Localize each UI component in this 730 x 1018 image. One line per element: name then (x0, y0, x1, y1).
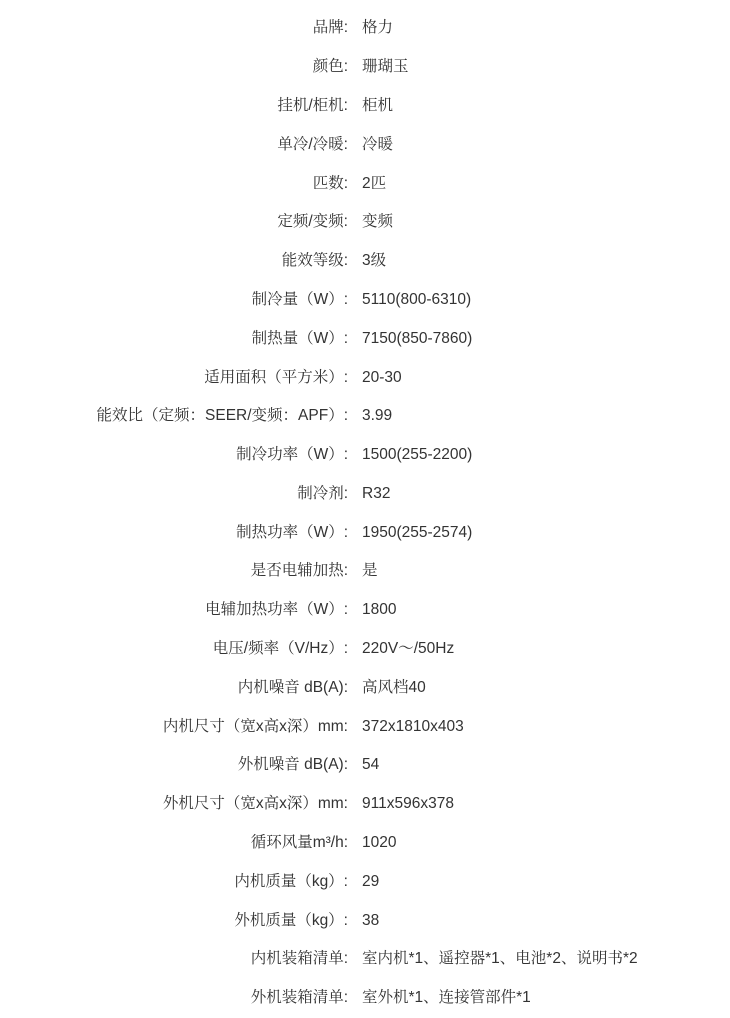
spec-value: 珊瑚玉 (362, 58, 409, 76)
specification-table-body (0, 9, 730, 1018)
spec-value: 柜机 (362, 96, 394, 114)
spec-label: 制热量（W）: (251, 329, 348, 347)
spec-value: 冷暖 (362, 135, 394, 153)
spec-value: 高风档40 (362, 678, 426, 696)
spec-value: 220V～/50Hz (362, 640, 455, 658)
spec-value: 38 (362, 911, 380, 929)
table-row (0, 164, 730, 203)
spec-value: 1500(255-2200) (362, 446, 473, 464)
table-row (0, 707, 730, 746)
table-row (0, 87, 730, 126)
spec-label: 制冷剂: (297, 484, 348, 502)
spec-label: 内机噪音 dB(A): (237, 678, 348, 696)
table-row (0, 591, 730, 630)
table-row (0, 863, 730, 902)
table-row (0, 746, 730, 785)
table-row (0, 281, 730, 320)
spec-label: 循环风量m³/h: (250, 834, 348, 852)
spec-label: 适用面积（平方米）: (204, 368, 348, 386)
spec-label: 能效比（定频：SEER/变频：APF）: (96, 407, 348, 425)
table-row (0, 979, 730, 1018)
spec-label: 电压/频率（V/Hz）: (212, 640, 348, 658)
table-row (0, 436, 730, 475)
table-row (0, 785, 730, 824)
spec-value: 室内机*1、遥控器*1、电池*2、说明书*2 (362, 950, 638, 968)
spec-label: 匹数: (312, 174, 348, 192)
spec-value: 3.99 (362, 407, 393, 425)
spec-label: 挂机/柜机: (277, 96, 348, 114)
spec-label: 单冷/冷暖: (277, 135, 348, 153)
table-row (0, 48, 730, 87)
spec-label: 外机尺寸（宽x高x深）mm: (162, 795, 348, 813)
spec-value: 372x1810x403 (362, 717, 464, 735)
spec-label: 制冷功率（W）: (236, 446, 348, 464)
table-row (0, 669, 730, 708)
spec-value: 3级 (362, 252, 387, 270)
table-row (0, 242, 730, 281)
spec-value: 2匹 (362, 174, 387, 192)
spec-value: R32 (362, 484, 391, 502)
spec-label: 电辅加热功率（W）: (205, 601, 348, 619)
spec-value: 7150(850-7860) (362, 329, 473, 347)
spec-label: 外机装箱清单: (250, 989, 348, 1007)
spec-label: 颜色: (312, 58, 348, 76)
specification-table (0, 9, 730, 1018)
spec-value: 29 (362, 872, 380, 890)
spec-value: 1800 (362, 601, 397, 619)
spec-value: 1020 (362, 834, 397, 852)
spec-value: 54 (362, 756, 380, 774)
spec-value: 911x596x378 (362, 795, 454, 813)
spec-label: 是否电辅加热: (250, 562, 348, 580)
spec-value: 5110(800-6310) (362, 290, 472, 308)
table-row (0, 397, 730, 436)
spec-value: 20-30 (362, 368, 402, 386)
table-row (0, 940, 730, 979)
spec-label: 外机噪音 dB(A): (237, 756, 348, 774)
spec-label: 内机装箱清单: (250, 950, 348, 968)
spec-label: 定频/变频: (277, 213, 348, 231)
table-row (0, 824, 730, 863)
table-row (0, 9, 730, 48)
spec-label: 内机质量（kg）: (234, 872, 348, 890)
spec-value: 变频 (362, 213, 394, 231)
table-row (0, 901, 730, 940)
spec-label: 能效等级: (281, 252, 348, 270)
spec-label: 制热功率（W）: (236, 523, 348, 541)
table-row (0, 475, 730, 514)
spec-label: 内机尺寸（宽x高x深）mm: (162, 717, 348, 735)
spec-value: 室外机*1、连接管部件*1 (362, 989, 531, 1007)
spec-label: 外机质量（kg）: (234, 911, 348, 929)
spec-label: 制冷量（W）: (251, 290, 348, 308)
table-row (0, 630, 730, 669)
table-row (0, 552, 730, 591)
table-row (0, 513, 730, 552)
table-row (0, 203, 730, 242)
spec-value: 是 (362, 562, 378, 580)
table-row (0, 358, 730, 397)
spec-label: 品牌: (312, 19, 348, 37)
table-row (0, 319, 730, 358)
spec-value: 1950(255-2574) (362, 523, 473, 541)
spec-value: 格力 (362, 19, 394, 37)
table-row (0, 125, 730, 164)
